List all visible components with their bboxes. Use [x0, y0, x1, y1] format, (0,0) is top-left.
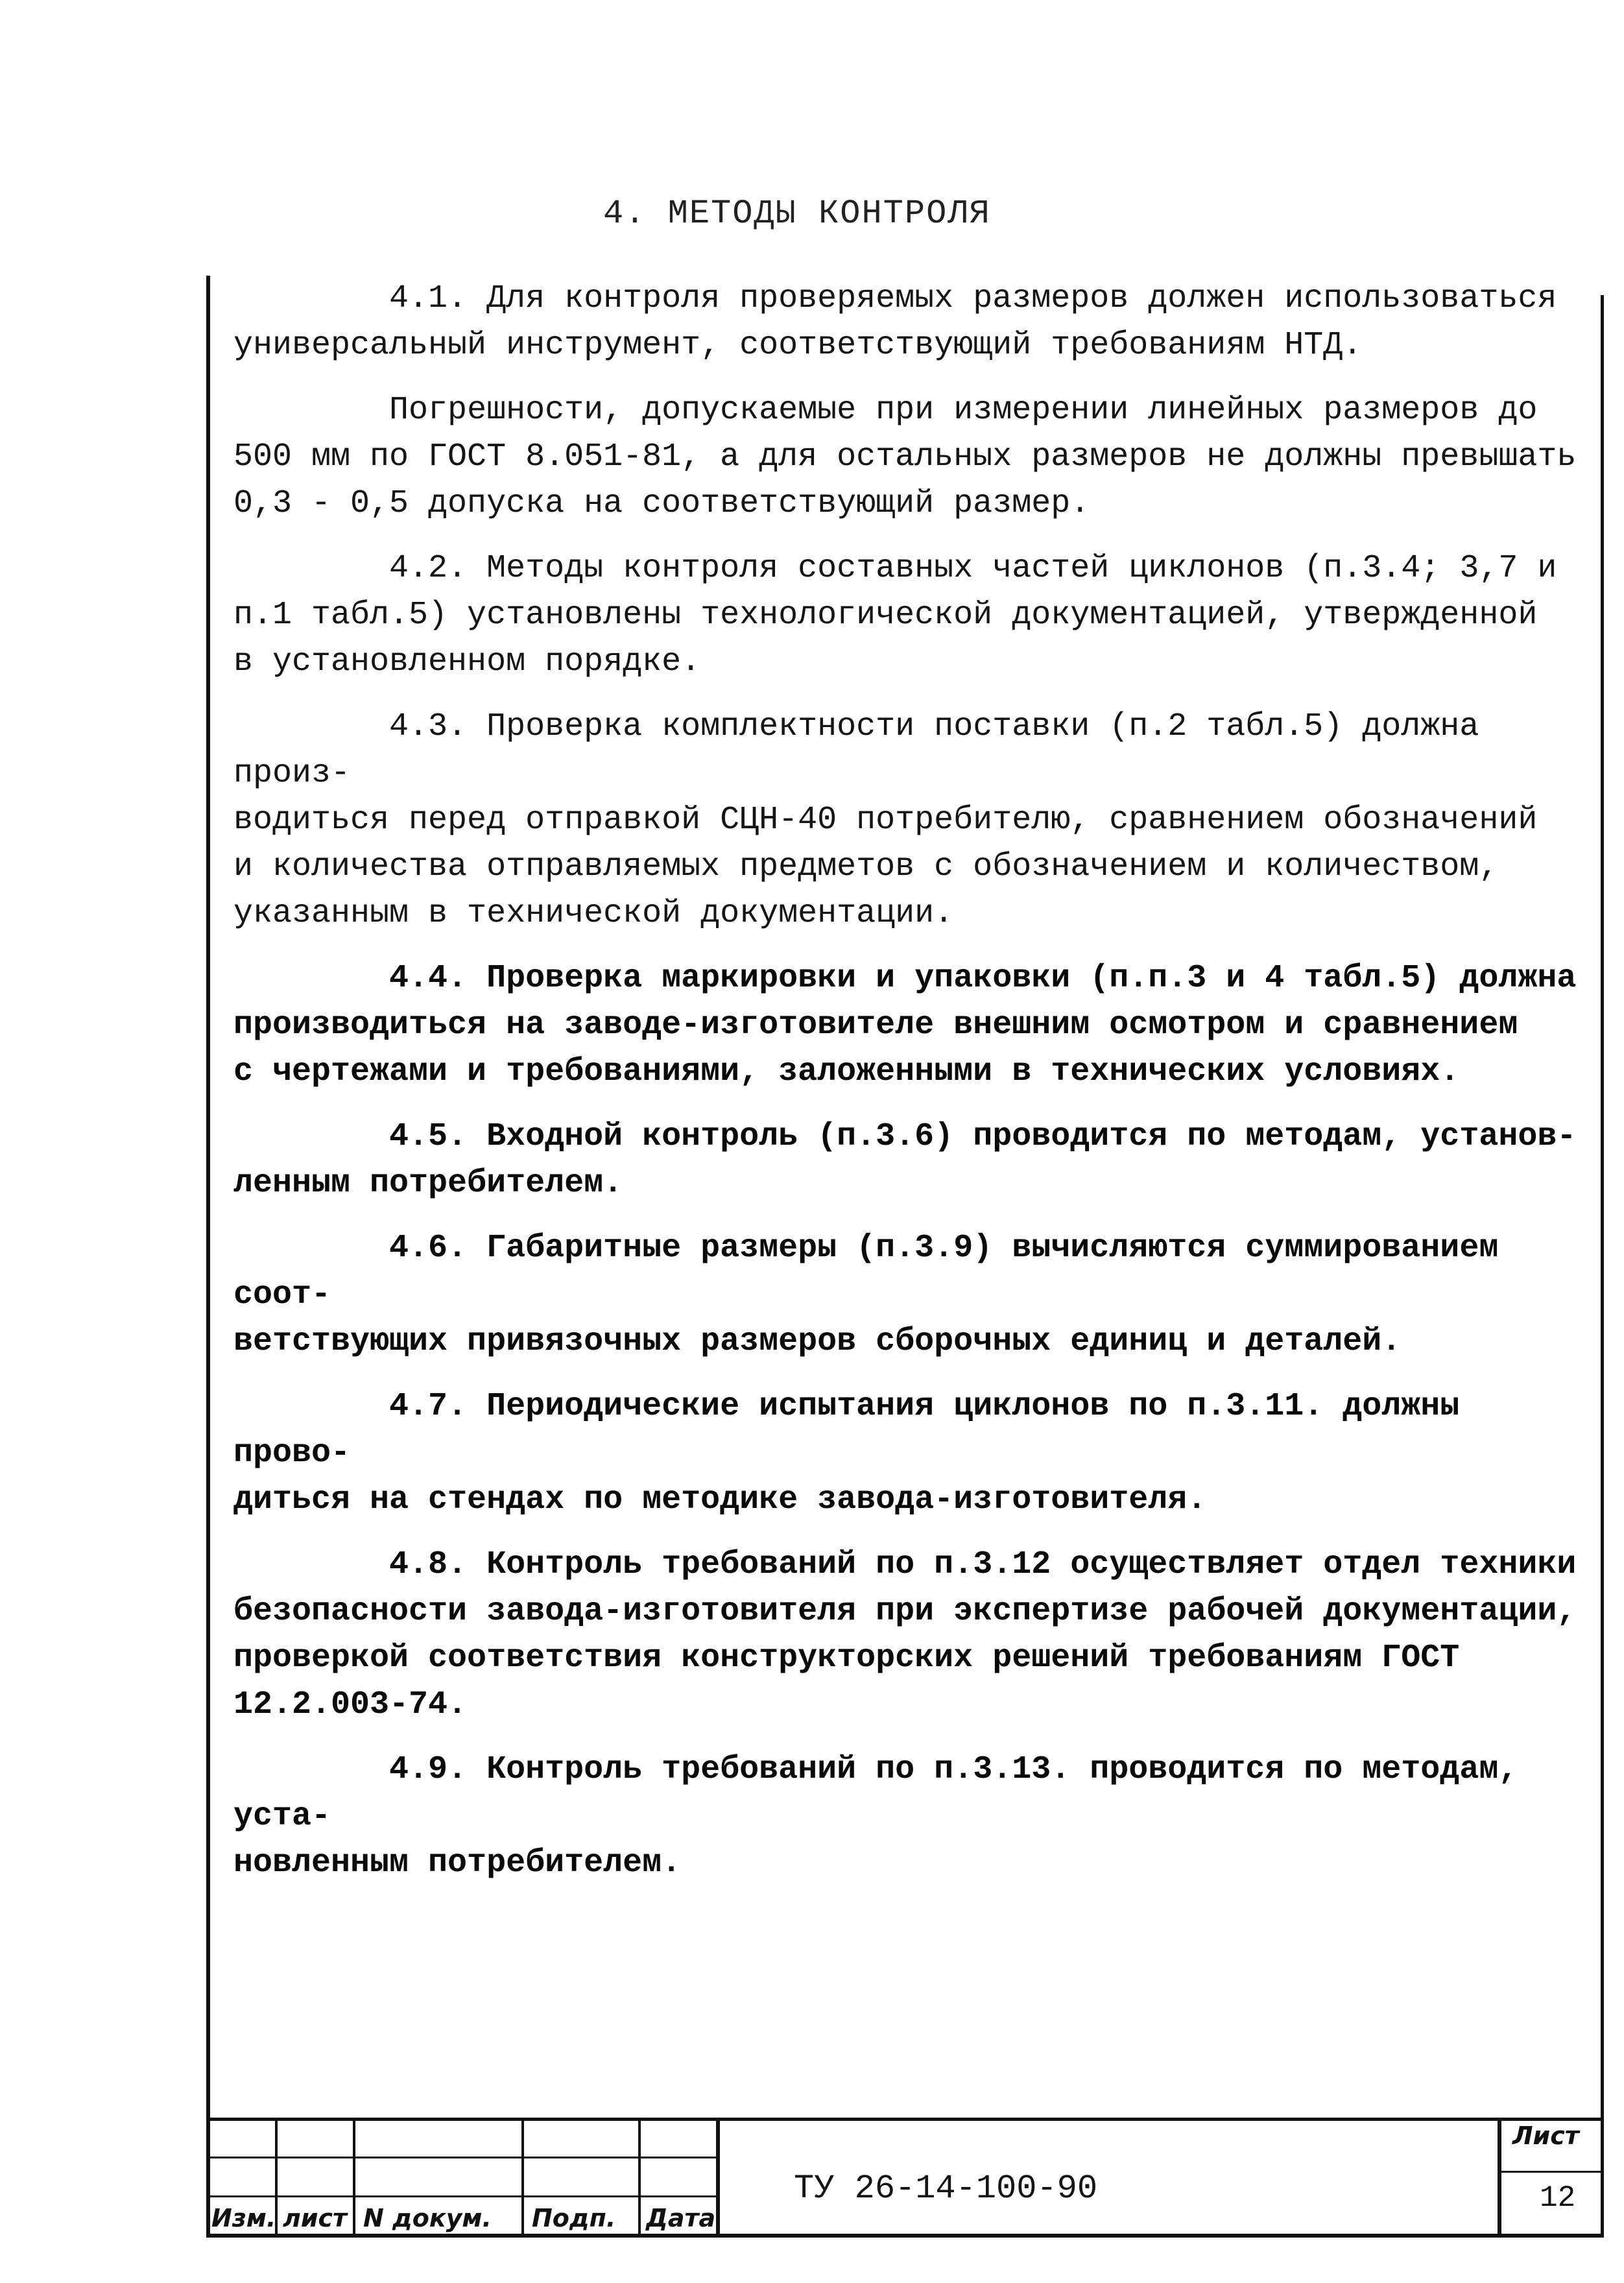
title-block-col-line-5: [716, 2118, 720, 2234]
label-ndokum: N докум.: [363, 2204, 492, 2232]
label-izm: Изм.: [211, 2204, 276, 2232]
title-block: [210, 2118, 1601, 2234]
label-list: лист: [283, 2204, 348, 2232]
label-podp: Подп.: [532, 2204, 616, 2232]
label-data: Дата: [646, 2204, 716, 2232]
sheet-label: Лист: [1512, 2122, 1579, 2150]
frame-left-border: [206, 276, 210, 2238]
body-text: [233, 276, 1595, 1905]
paragraph-4-3: 4.3. Проверка комплектности поставки (п.2 табл.5) должна произ- водиться перед отправкой СЦН-40 потребителю, сравнением обозначений и количества отправляемых предметов с обозначением и количеством, указанным в технической документации.: [233, 708, 1538, 932]
title-block-col-line-4: [638, 2118, 641, 2234]
paragraph-4-4: 4.4. Проверка маркировки и упаковки (п.п.3 и 4 табл.5) должна производиться на заводе-изготовителе внешним осмотром и сравнением с чертежами и требованиями, заложенными в технических условиях.: [233, 960, 1577, 1090]
sheet-number: 12: [1540, 2181, 1576, 2215]
document-code: ТУ 26-14-100-90: [794, 2169, 1098, 2208]
title-block-col-line-3: [521, 2118, 524, 2234]
paragraph-4-8: 4.8. Контроль требований по п.3.12 осуществляет отдел техники безопасности завода-изготовителя при экспертизе рабочей документации, проверкой соответствия конструкторских решений требованиям ГОСТ 12.2.003-74.: [233, 1546, 1577, 1723]
section-title: 4. МЕТОДЫ КОНТРОЛЯ: [603, 195, 991, 233]
paragraph-4-9: 4.9. Контроль требований по п.3.13. проводится по методам, уста- новленным потребителем.: [233, 1751, 1518, 1882]
paragraph-errors: Погрешности, допускаемые при измерении линейных размеров до 500 мм по ГОСТ 8.051-81, а для остальных размеров не должны превышать 0,3 - 0,5 допуска на соответствующий размер.: [233, 392, 1577, 522]
paragraph-4-6: 4.6. Габаритные размеры (п.3.9) вычисляются суммированием соот- ветствующих привязочных размеров сборочных единиц и деталей.: [233, 1230, 1499, 1360]
title-block-row-line-1: [210, 2157, 720, 2158]
paragraph-4-5: 4.5. Входной контроль (п.3.6) проводится по методам, установ- ленным потребителем.: [233, 1118, 1577, 1202]
paragraph-4-2: 4.2. Методы контроля составных частей циклонов (п.3.4; 3,7 и п.1 табл.5) установлены технологической документацией, утвержденной в установленном порядке.: [233, 550, 1557, 680]
title-block-sheet-divider: [1498, 2118, 1501, 2234]
title-block-sheet-line: [1498, 2171, 1601, 2173]
paragraph-4-7: 4.7. Периодические испытания циклонов по п.3.11. должны прово- диться на стендах по методике завода-изготовителя.: [233, 1388, 1460, 1518]
frame-right-border: [1601, 295, 1604, 2238]
title-block-col-line-2: [353, 2118, 355, 2234]
title-block-row-line-2: [210, 2195, 720, 2197]
paragraph-4-1: 4.1. Для контроля проверяемых размеров должен использоваться универсальный инструмент, соответствующий требованиям НТД.: [233, 280, 1557, 364]
title-block-top-line: [210, 2118, 1601, 2121]
